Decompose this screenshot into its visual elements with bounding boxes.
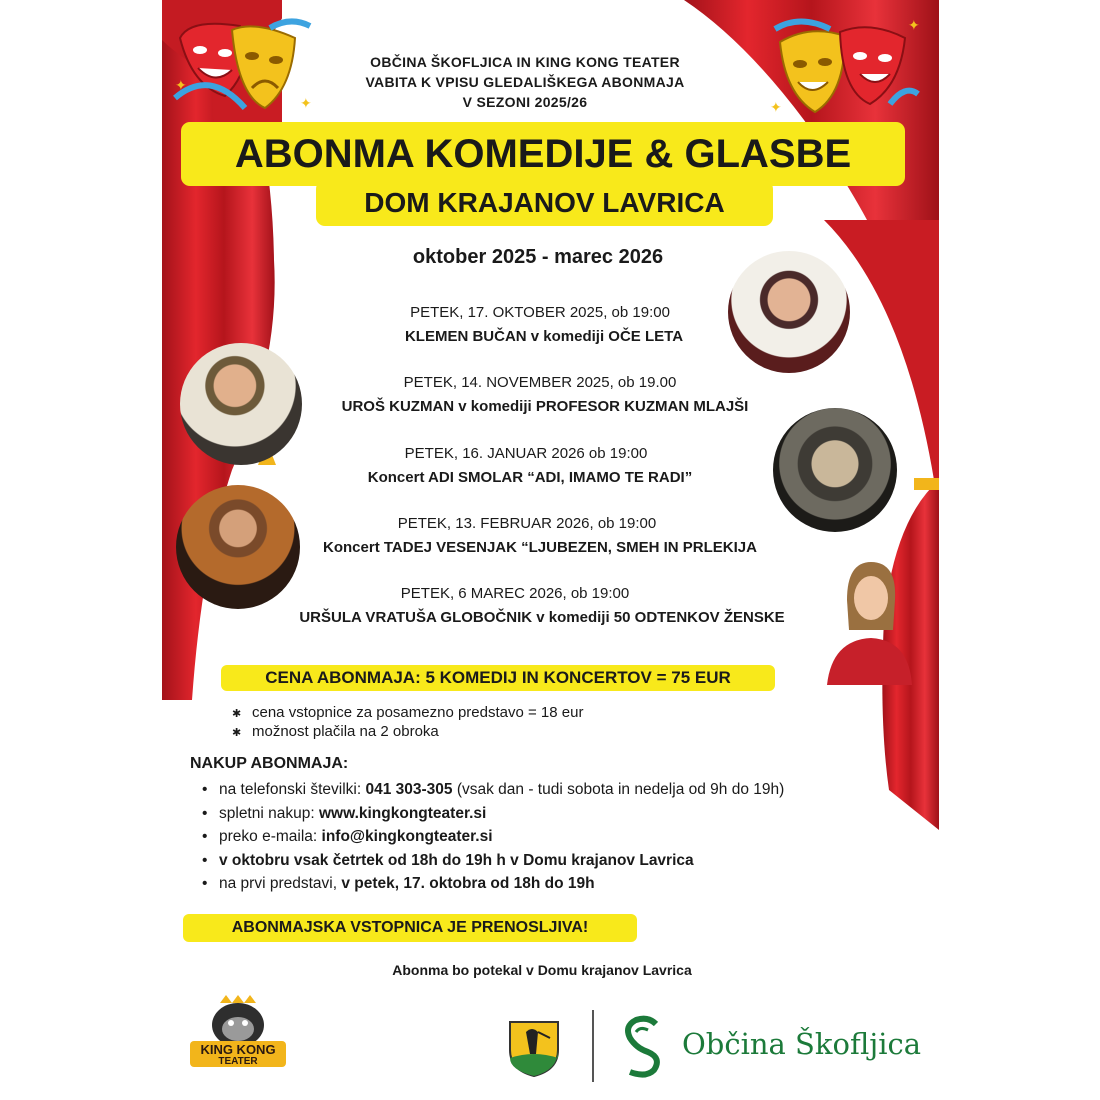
svg-text:✦: ✦	[300, 95, 312, 111]
intro-line: VABITA K VPISU GLEDALIŠKEGA ABONMAJA	[365, 74, 685, 90]
list-item: • spletni nakup: www.kingkongteater.si	[200, 802, 784, 826]
intro-line: V SEZONI 2025/26	[462, 94, 588, 110]
event-title: UROŠ KUZMAN v komediji PROFESOR KUZMAN MLAJŠI	[341, 398, 749, 415]
event-title: KLEMEN BUČAN v komediji OČE LETA	[404, 328, 684, 345]
svg-text:✦: ✦	[908, 17, 920, 33]
venue-subtitle: DOM KRAJANOV LAVRICA	[316, 180, 773, 226]
list-item: • v oktobru vsak četrtek od 18h do 19h h v Domu krajanov Lavrica	[200, 849, 784, 873]
event-title: Koncert ADI SMOLAR “ADI, IMAMO TE RADI”	[367, 469, 693, 486]
obcina-skofljica-logo-text: Občina Škofljica	[682, 1027, 922, 1061]
transferable-notice: ABONMAJSKA VSTOPNICA JE PRENOSLJIVA!	[183, 914, 637, 942]
event-title: URŠULA VRATUŠA GLOBOČNIK v komediji 50 ODTENKOV ŽENSKE	[299, 609, 785, 626]
obcina-skofljica-logo-icon	[618, 1014, 666, 1080]
page-title: ABONMA KOMEDIJE & GLASBE	[181, 122, 905, 186]
list-item: • preko e-maila: info@kingkongteater.si	[200, 825, 784, 849]
season-period: oktober 2025 - marec 2026	[412, 246, 664, 268]
logo-divider	[592, 1010, 594, 1082]
event-title: Koncert TADEJ VESENJAK “LJUBEZEN, SMEH IN PRLEKIJA	[323, 539, 757, 556]
svg-text:✦: ✦	[770, 99, 782, 115]
svg-text:✦: ✦	[175, 77, 187, 93]
list-item: • na telefonski številki: 041 303-305 (vsak dan - tudi sobota in nedelja od 9h do 19h)	[200, 778, 784, 802]
coat-of-arms-icon	[508, 1020, 560, 1078]
event-5	[240, 582, 860, 630]
intro-text	[0, 52, 1100, 112]
event-4	[260, 512, 820, 560]
king-kong-logo-text: KING KONG TEATER	[200, 1042, 276, 1067]
purchase-list	[200, 778, 784, 896]
price-note: ✱ možnost plačila na 2 obroka	[232, 723, 439, 740]
price-note: ✱ cena vstopnice za posamezno predstavo = 18 eur	[232, 704, 584, 721]
website-link[interactable]: www.kingkongteater.si	[318, 804, 487, 822]
subscription-price: CENA ABONMAJA: 5 KOMEDIJ IN KONCERTOV = 75 EUR	[221, 665, 775, 691]
event-date: PETEK, 16. JANUAR 2026 ob 19:00	[404, 445, 648, 462]
event-3	[300, 442, 780, 490]
event-date: PETEK, 13. FEBRUAR 2026, ob 19:00	[397, 515, 657, 532]
list-item: • na prvi predstavi, v petek, 17. oktobra od 18h do 19h	[200, 872, 784, 896]
phone-number[interactable]: 041 303-305	[365, 781, 453, 798]
event-date: PETEK, 6 MAREC 2026, ob 19:00	[400, 585, 630, 602]
purchase-heading: NAKUP ABONMAJA:	[190, 755, 349, 772]
venue-footnote: Abonma bo potekal v Domu krajanov Lavrica	[392, 962, 692, 978]
intro-line: OBČINA ŠKOFLJICA IN KING KONG TEATER	[370, 54, 680, 70]
event-1	[300, 301, 780, 349]
email-link[interactable]: info@kingkongteater.si	[321, 828, 493, 845]
event-date: PETEK, 14. NOVEMBER 2025, ob 19.00	[403, 374, 677, 391]
event-date: PETEK, 17. OKTOBER 2025, ob 19:00	[410, 304, 670, 321]
event-2	[250, 371, 830, 419]
